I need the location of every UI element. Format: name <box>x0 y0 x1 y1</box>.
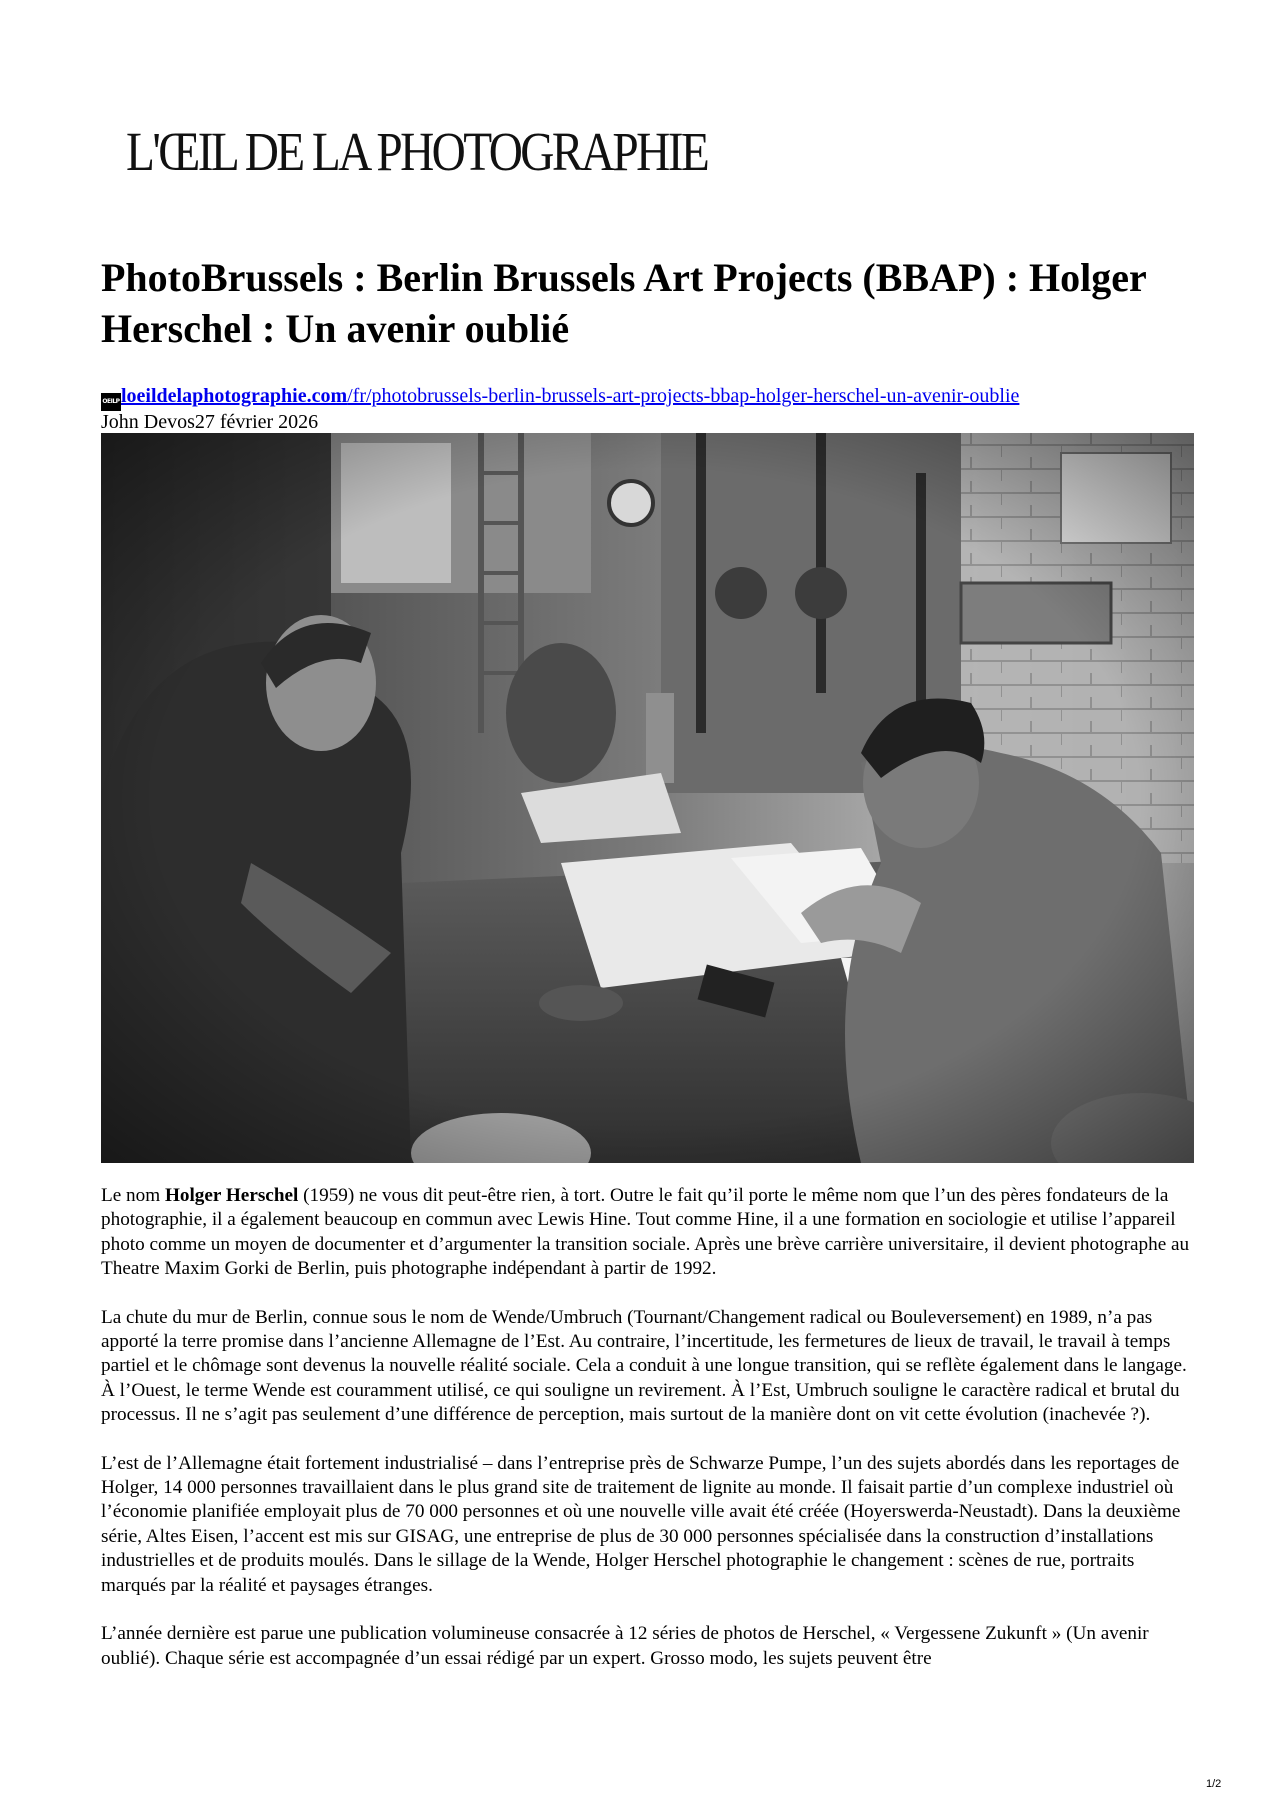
masthead-logo: L'ŒIL DE LA PHOTOGRAPHIE <box>126 121 708 182</box>
source-domain: loeildelaphotographie.com <box>121 385 348 407</box>
paragraph-3: L’est de l’Allemagne était fortement industrialisé – dans l’entreprise près de Schwarze Pumpe, l’un des sujets abordés dans les reportages de Holger, 14 000 personnes travaillaient dans le plus grand site de traitement de lignite au monde. Il faisait partie d’un complexe industriel où l’économie planifiée employait plus de 70 000 personnes et où une nouvelle ville avait été créée (Hoyerswerda-Neustadt). Dans la deuxième série, Altes Eisen, l’accent est mis sur GISAG, une entreprise de plus de 30 000 personnes spécialisée dans la construction d’installations industrielles et de produits moulés. Dans le sillage de la Wende, Holger Herschel photographie le changement : scènes de rue, portraits marqués par la réalité et paysages étranges. <box>101 1452 1181 1596</box>
publish-date: 27 février 2026 <box>194 411 319 433</box>
page-number: 1/2 <box>1206 1778 1222 1790</box>
paragraph-2: La chute du mur de Berlin, connue sous le nom de Wende/Umbruch (Tournant/Changement radical ou Bouleversement) en 1989, n’a pas apporté la terre promise dans l’ancienne Allemagne de l’Est. Au contraire, l’incertitude, les fermetures de lieux de travail, le travail à temps partiel et le chômage sont devenus la nouvelle réalité sociale. Cela a conduit à une longue transition, qui se reflète également dans le langage. À l’Ouest, le terme Wende est couramment utilisé, ce qui souligne un revirement. À l’Est, Umbruch souligne le caractère radical et brutal du processus. Il ne s’agit pas seulement d’une différence de perception, mais surtout de la manière dont on vit cette évolution (inachevée ?). <box>101 1306 1187 1426</box>
site-favicon-icon: OEILP <box>101 393 121 411</box>
paragraph-1-rest: (1959) ne vous dit peut-être rien, à tort. Outre le fait qu’il porte le même nom que l’un des pères fondateurs de la photographie, il a également beaucoup en commun avec Lewis Hine. Tout comme Hine, il a une formation en sociologie et utilise l’appareil photo comme un moyen de documenter et d’argumenter la transition sociale. Après une brève carrière universitaire, il devient photographe au Theatre Maxim Gorki de Berlin, puis photographe indépendant à partir de 1992. <box>101 1185 1190 1280</box>
author-name: John Devos <box>101 411 195 433</box>
source-line <box>101 384 1019 411</box>
photographer-name: Holger Herschel <box>164 1185 299 1206</box>
paragraph-1 <box>101 1184 1196 1282</box>
article-title: PhotoBrussels : Berlin Brussels Art Projects (BBAP) : Holger Herschel : Un avenir oublié <box>101 255 1147 351</box>
source-link[interactable] <box>121 385 1019 407</box>
article-photo <box>101 433 1194 1163</box>
photo-illustration <box>101 433 1194 1163</box>
source-path: /fr/photobrussels-berlin-brussels-art-projects-bbap-holger-herschel-un-avenir-oublie <box>347 385 1020 407</box>
paragraph-1-intro: Le nom <box>101 1185 165 1206</box>
article-body <box>101 1184 1196 1695</box>
paragraph-4: L’année dernière est parue une publication volumineuse consacrée à 12 séries de photos de Herschel, « Vergessene Zukunft » (Un avenir oublié). Chaque série est accompagnée d’un essai rédigé par un expert. Grosso modo, les sujets peuvent être <box>101 1623 1149 1669</box>
byline <box>101 410 318 434</box>
